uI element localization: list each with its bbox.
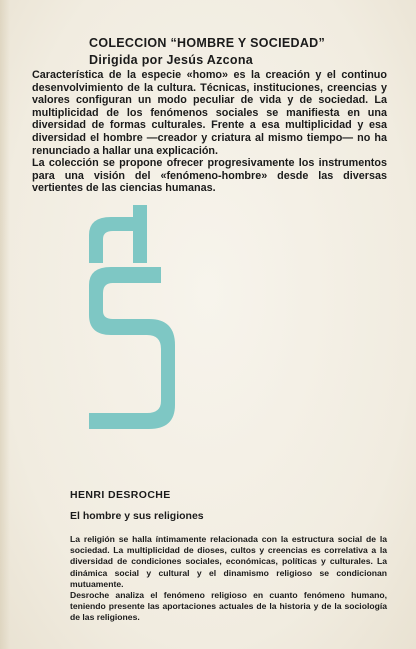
intro-paragraph: Característica de la especie «homo» es la creación y el continuo desenvolvimiento de la cultura. Técnicas, instituciones, creencias y valores configuran un modo peculiar de vida y de sociedad. La multiplicidad de los fenómenos sociales se manifiesta en una diversidad de formas culturales. Frente a esa multiplicidad y esa diversidad el hombre —creador y criatura al mismo tiempo— no ha renunciado a hallar una explicación. bbox=[32, 69, 387, 157]
collection-title: COLECCION “HOMBRE Y SOCIEDAD” bbox=[89, 36, 326, 50]
collection-director: Dirigida por Jesús Azcona bbox=[89, 53, 254, 67]
author-name: HENRI DESROCHE bbox=[70, 489, 171, 501]
book-blurb bbox=[70, 534, 387, 624]
blurb-paragraph: La religión se halla íntimamente relacionada con la estructura social de la sociedad. La multiplicidad de dioses, cultos y creencias es correlativa a la diversidad de condiciones sociales, económicas, políticas y culturales. La dinámica social y cultural y el dinamismo religioso se condicionan mutuamente. bbox=[70, 534, 387, 589]
book-title: El hombre y sus religiones bbox=[70, 510, 204, 522]
hs-monogram-logo-icon bbox=[89, 205, 179, 445]
blurb-paragraph: Desroche analiza el fenómeno religioso en cuanto fenómeno humano, teniendo presente las aportaciones actuales de la historia y de la sociología de las religiones. bbox=[70, 590, 387, 623]
logo-shapes bbox=[89, 205, 175, 429]
page-edge-stain bbox=[0, 0, 10, 649]
collection-description bbox=[32, 69, 387, 195]
intro-paragraph: La colección se propone ofrecer progresivamente los instrumentos para una visión del «fenómeno-hombre» desde las diversas vertientes de las ciencias humanas. bbox=[32, 157, 387, 195]
